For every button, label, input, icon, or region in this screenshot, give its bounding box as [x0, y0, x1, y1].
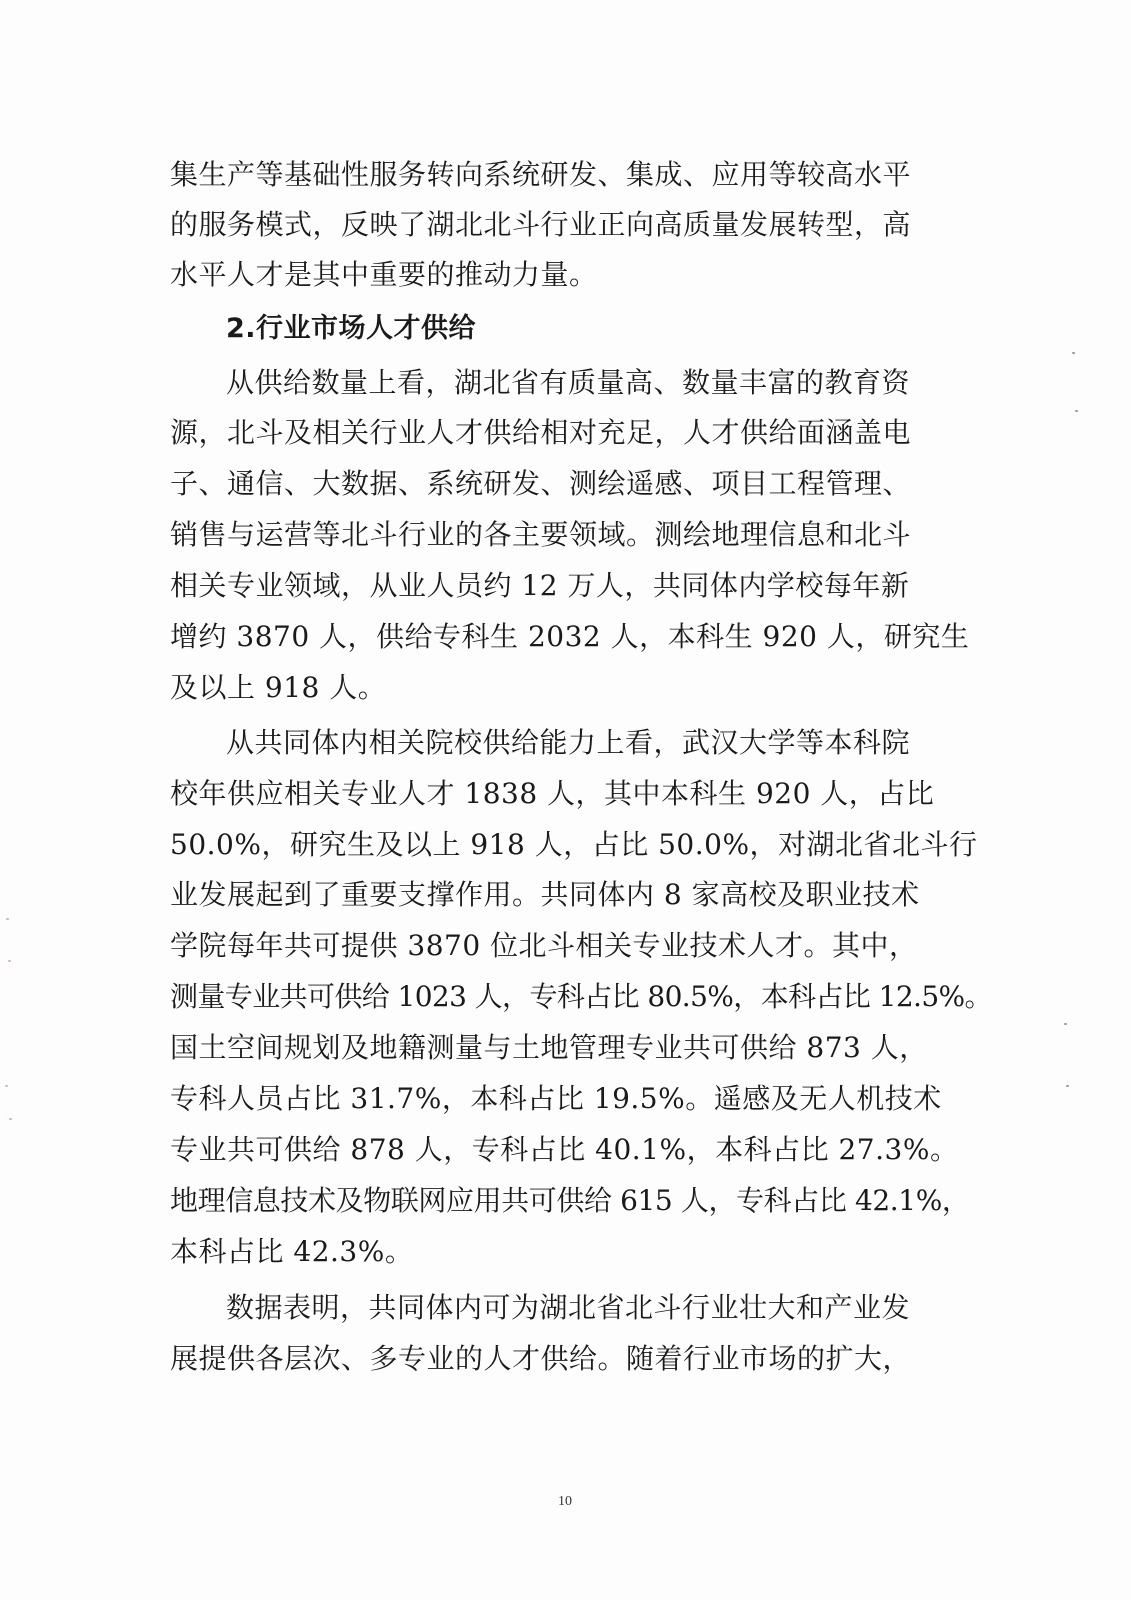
- text-line: 从供给数量上看，湖北省有质量高、数量丰富的教育资: [226, 366, 911, 399]
- text-line: 的服务模式，反映了湖北北斗行业正向高质量发展转型，高: [170, 208, 912, 241]
- text-line: 展提供各层次、多专业的人才供给。随着行业市场的扩大，: [170, 1342, 912, 1375]
- scan-speck: [1075, 410, 1078, 412]
- text-line: 测量专业共可供给 1023 人，专科占比 80.5%，本科占比 12.5%。: [170, 980, 992, 1013]
- text-line: 专业共可供给 878 人，专科占比 40.1%，本科占比 27.3%。: [170, 1133, 959, 1166]
- text-line: 从共同体内相关院校供给能力上看，武汉大学等本科院: [226, 726, 911, 759]
- text-line: 数据表明，共同体内可为湖北省北斗行业壮大和产业发: [226, 1291, 911, 1324]
- scan-speck: [5, 1085, 8, 1087]
- text-line: 国土空间规划及地籍测量与土地管理专业共可供给 873 人，: [170, 1031, 928, 1064]
- scan-speck: [9, 1118, 12, 1120]
- section-heading: 2.行业市场人才供给: [226, 313, 477, 344]
- text-line: 及以上 918 人。: [170, 671, 387, 704]
- page-number: 10: [558, 1494, 572, 1509]
- text-line: 子、通信、大数据、系统研发、测绘遥感、项目工程管理、: [170, 467, 912, 500]
- text-line: 专科人员占比 31.7%，本科占比 19.5%。遥感及无人机技术: [170, 1082, 942, 1115]
- text-line: 源，北斗及相关行业人才供给相对充足，人才供给面涵盖电: [170, 416, 912, 449]
- scan-speck: [6, 918, 9, 920]
- scan-speck: [8, 960, 11, 962]
- text-line: 地理信息技术及物联网应用共可供给 615 人，专科占比 42.1%，: [170, 1184, 970, 1217]
- text-line: 学院每年共可提供 3870 位北斗相关专业技术人才。其中，: [170, 929, 918, 962]
- text-line: 增约 3870 人，供给专科生 2032 人，本科生 920 人，研究生: [170, 620, 970, 653]
- text-line: 校年供应相关专业人才 1838 人，其中本科生 920 人，占比: [170, 777, 935, 810]
- text-line: 水平人才是其中重要的推动力量。: [170, 258, 598, 291]
- text-line: 销售与运营等北斗行业的各主要领域。测绘地理信息和北斗: [170, 518, 912, 551]
- text-line: 业发展起到了重要支撑作用。共同体内 8 家高校及职业技术: [170, 878, 920, 911]
- text-line: 50.0%，研究生及以上 918 人，占比 50.0%，对湖北省北斗行: [170, 828, 978, 861]
- scan-speck: [1064, 1023, 1067, 1025]
- text-line: 集生产等基础性服务转向系统研发、集成、应用等较高水平: [170, 158, 912, 191]
- text-line: 相关专业领域，从业人员约 12 万人，共同体内学校每年新: [170, 569, 910, 602]
- scan-speck: [1066, 1085, 1069, 1087]
- text-line: 本科占比 42.3%。: [170, 1235, 414, 1268]
- scan-speck: [1072, 352, 1075, 354]
